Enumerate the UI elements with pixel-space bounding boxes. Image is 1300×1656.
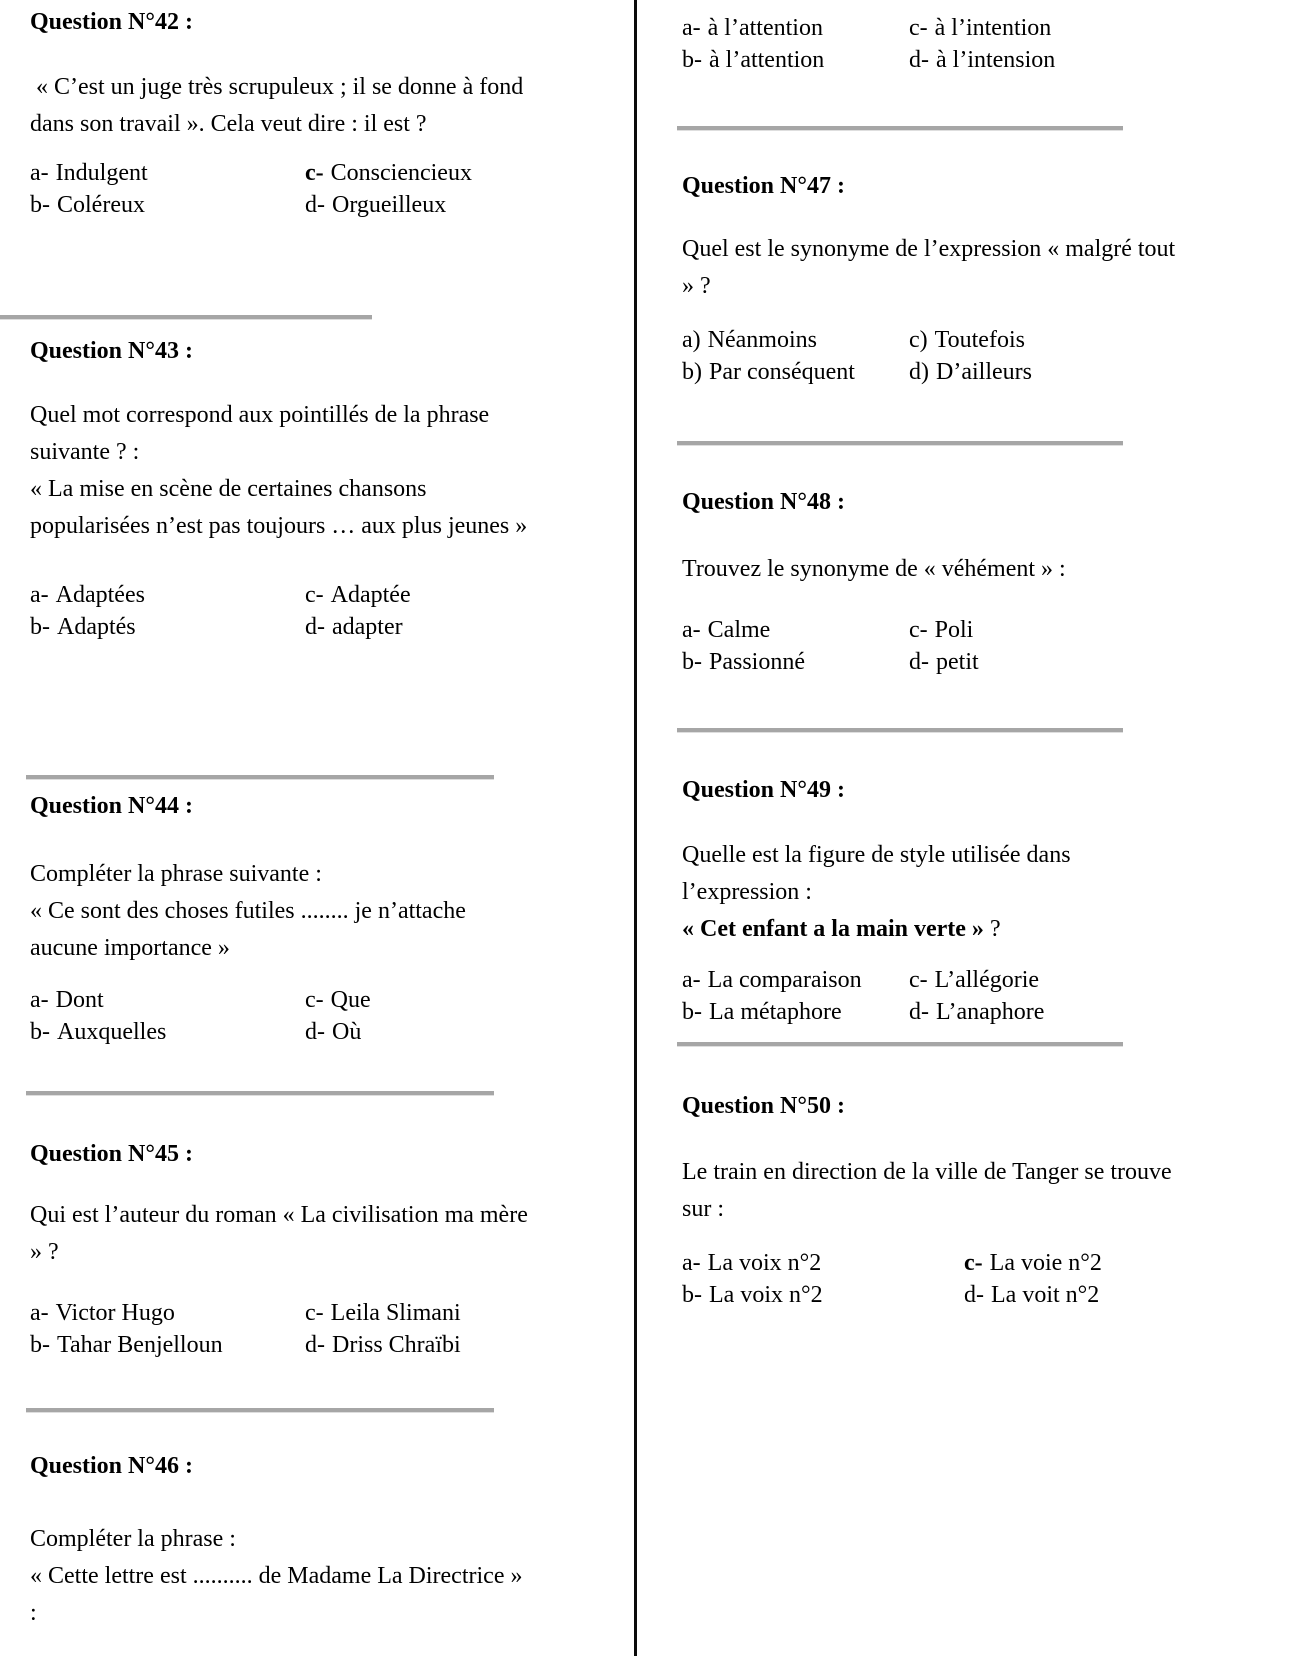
option-text: La voix n°2 [709, 1282, 823, 1308]
question-50-options [682, 1247, 1102, 1311]
question-45-options [30, 1297, 461, 1361]
option-d [305, 611, 411, 643]
section-divider [26, 775, 494, 780]
option-text: Que [330, 987, 371, 1013]
body-line: : [30, 1600, 37, 1626]
option-label: b- [30, 1019, 50, 1045]
option-text: Calme [707, 617, 771, 643]
option-text: L’allégorie [934, 967, 1040, 993]
option-label: a- [682, 1250, 701, 1276]
option-label: c- [305, 160, 324, 186]
option-b [682, 1279, 964, 1311]
option-label: a) [682, 327, 701, 353]
option-b [30, 189, 305, 221]
body-line: « C’est un juge très scrupuleux ; il se donne à fond [30, 74, 524, 100]
option-label: d- [305, 614, 325, 640]
option-text: Adaptée [330, 582, 411, 608]
option-b [682, 996, 909, 1028]
option-c [305, 579, 411, 611]
question-46-options [682, 12, 1055, 76]
question-49-heading: Question N°49 : [682, 777, 845, 803]
option-label: b) [682, 359, 702, 385]
option-text: L’anaphore [936, 999, 1045, 1025]
option-label: a- [682, 617, 701, 643]
option-text: La comparaison [707, 967, 862, 993]
option-label: c- [909, 617, 928, 643]
option-label: c- [305, 582, 324, 608]
option-label: b- [682, 1282, 702, 1308]
body-line: l’expression : [682, 879, 812, 905]
body-line: Le train en direction de la ville de Tanger se trouve [682, 1159, 1172, 1185]
option-text: Coléreux [57, 192, 145, 218]
option-text: Par conséquent [709, 359, 855, 385]
option-c [305, 1297, 461, 1329]
section-divider [26, 1091, 494, 1096]
question-50-heading: Question N°50 : [682, 1093, 845, 1119]
option-c [909, 964, 1044, 996]
body-line: » ? [30, 1239, 59, 1265]
body-line: Trouvez le synonyme de « véhément » : [682, 556, 1066, 582]
option-d [909, 356, 1032, 388]
option-text: La métaphore [709, 999, 842, 1025]
option-d [909, 44, 1055, 76]
option-label: c) [909, 327, 928, 353]
question-49-body [682, 837, 1071, 948]
body-line: Quel est le synonyme de l’expression « malgré tout [682, 236, 1176, 262]
option-label: a- [682, 15, 701, 41]
question-45-heading: Question N°45 : [30, 1141, 193, 1167]
option-text: Où [332, 1019, 362, 1045]
option-label: b- [682, 47, 702, 73]
option-text: Leila Slimani [330, 1300, 461, 1326]
option-b [30, 611, 305, 643]
option-a [682, 964, 909, 996]
option-b [682, 646, 909, 678]
option-label: c- [909, 15, 928, 41]
question-45-body [30, 1197, 528, 1271]
question-44-body [30, 856, 466, 967]
option-text: petit [936, 649, 979, 675]
option-b [30, 1329, 305, 1361]
question-42-options [30, 157, 472, 221]
question-44-heading: Question N°44 : [30, 793, 193, 819]
option-label: b- [30, 192, 50, 218]
body-line: « Ce sont des choses futiles ........ je n’attache [30, 898, 466, 924]
body-line: sur : [682, 1196, 724, 1222]
option-label: a- [30, 1300, 49, 1326]
option-label: c- [305, 1300, 324, 1326]
option-c [305, 984, 371, 1016]
option-text: Orgueilleux [332, 192, 447, 218]
option-a [682, 324, 909, 356]
body-line: Quel mot correspond aux pointillés de la phrase [30, 402, 490, 428]
option-d [909, 646, 979, 678]
option-label: a- [682, 967, 701, 993]
section-divider [677, 1042, 1123, 1047]
option-label: d- [909, 649, 929, 675]
option-d [305, 1329, 461, 1361]
option-d [305, 189, 472, 221]
option-label: d- [305, 192, 325, 218]
option-a [682, 614, 909, 646]
option-text: Indulgent [55, 160, 148, 186]
option-label: a- [30, 582, 49, 608]
question-50-body [682, 1154, 1172, 1228]
option-a [682, 12, 909, 44]
section-divider [677, 126, 1123, 131]
option-text: à l’intention [934, 15, 1052, 41]
body-line: Quelle est la figure de style utilisée dans [682, 842, 1071, 868]
body-line-emphasis: « Cet enfant a la main verte » [682, 916, 984, 942]
question-43-options [30, 579, 411, 643]
option-text: D’ailleurs [936, 359, 1032, 385]
option-d [964, 1279, 1102, 1311]
option-a [30, 579, 305, 611]
option-label: d- [305, 1019, 325, 1045]
body-line: Qui est l’auteur du roman « La civilisation ma mère [30, 1202, 528, 1228]
question-47-body [682, 231, 1175, 305]
question-46-body [30, 1521, 522, 1632]
section-divider [26, 1408, 494, 1413]
option-text: Toutefois [934, 327, 1025, 353]
option-b [30, 1016, 305, 1048]
question-44-options [30, 984, 371, 1048]
option-label: b- [682, 649, 702, 675]
section-divider [677, 728, 1123, 733]
option-c [909, 12, 1055, 44]
option-label: c- [964, 1250, 983, 1276]
option-text: Poli [934, 617, 974, 643]
body-line [682, 911, 1071, 948]
column-divider [634, 0, 637, 1656]
option-label: a- [30, 160, 49, 186]
body-line: suivante ? : [30, 439, 140, 465]
option-label: d- [964, 1282, 984, 1308]
body-line: dans son travail ». Cela veut dire : il est ? [30, 111, 427, 137]
section-divider [677, 441, 1123, 446]
question-42-heading: Question N°42 : [30, 9, 193, 35]
option-label: c- [909, 967, 928, 993]
option-label: a- [30, 987, 49, 1013]
option-label: c- [305, 987, 324, 1013]
question-48-options [682, 614, 979, 678]
option-text: à l’intension [936, 47, 1056, 73]
option-text: Adaptés [57, 614, 136, 640]
option-text: Néanmoins [707, 327, 817, 353]
question-49-options [682, 964, 1044, 1028]
option-label: d- [305, 1332, 325, 1358]
question-47-options [682, 324, 1032, 388]
body-line: aucune importance » [30, 935, 230, 961]
option-text: adapter [332, 614, 403, 640]
option-text: Passionné [709, 649, 805, 675]
option-a [682, 1247, 964, 1279]
question-48-body [682, 551, 1066, 588]
option-c [909, 324, 1032, 356]
option-text: La voit n°2 [991, 1282, 1100, 1308]
body-line: « Cette lettre est .......... de Madame La Directrice » [30, 1563, 523, 1589]
question-43-heading: Question N°43 : [30, 338, 193, 364]
option-label: d) [909, 359, 929, 385]
option-text: Victor Hugo [55, 1300, 175, 1326]
question-47-heading: Question N°47 : [682, 173, 845, 199]
option-text: Adaptées [55, 582, 145, 608]
option-text: Driss Chraïbi [332, 1332, 461, 1358]
option-b [682, 44, 909, 76]
option-text: à l’attention [709, 47, 825, 73]
option-label: b- [30, 614, 50, 640]
option-text: La voie n°2 [989, 1250, 1102, 1276]
option-text: La voix n°2 [707, 1250, 822, 1276]
option-label: b- [30, 1332, 50, 1358]
option-c [305, 157, 472, 189]
option-c [909, 614, 979, 646]
option-text: à l’attention [707, 15, 823, 41]
option-label: b- [682, 999, 702, 1025]
option-c [964, 1247, 1102, 1279]
option-d [305, 1016, 371, 1048]
option-text: Tahar Benjelloun [57, 1332, 223, 1358]
option-label: d- [909, 47, 929, 73]
option-text: Dont [55, 987, 104, 1013]
option-d [909, 996, 1044, 1028]
option-text: Auxquelles [57, 1019, 167, 1045]
question-42-body [30, 69, 523, 143]
body-line: Compléter la phrase : [30, 1526, 236, 1552]
body-line: popularisées n’est pas toujours … aux plus jeunes » [30, 513, 528, 539]
option-a [30, 1297, 305, 1329]
option-a [30, 984, 305, 1016]
section-divider [0, 315, 372, 320]
question-43-body [30, 397, 527, 545]
question-48-heading: Question N°48 : [682, 489, 845, 515]
question-46-heading: Question N°46 : [30, 1453, 193, 1479]
option-b [682, 356, 909, 388]
body-line: » ? [682, 273, 711, 299]
body-line: « La mise en scène de certaines chansons [30, 476, 427, 502]
option-label: d- [909, 999, 929, 1025]
body-line: Compléter la phrase suivante : [30, 861, 322, 887]
body-line-tail: ? [983, 916, 1001, 942]
option-a [30, 157, 305, 189]
option-text: Consciencieux [330, 160, 472, 186]
